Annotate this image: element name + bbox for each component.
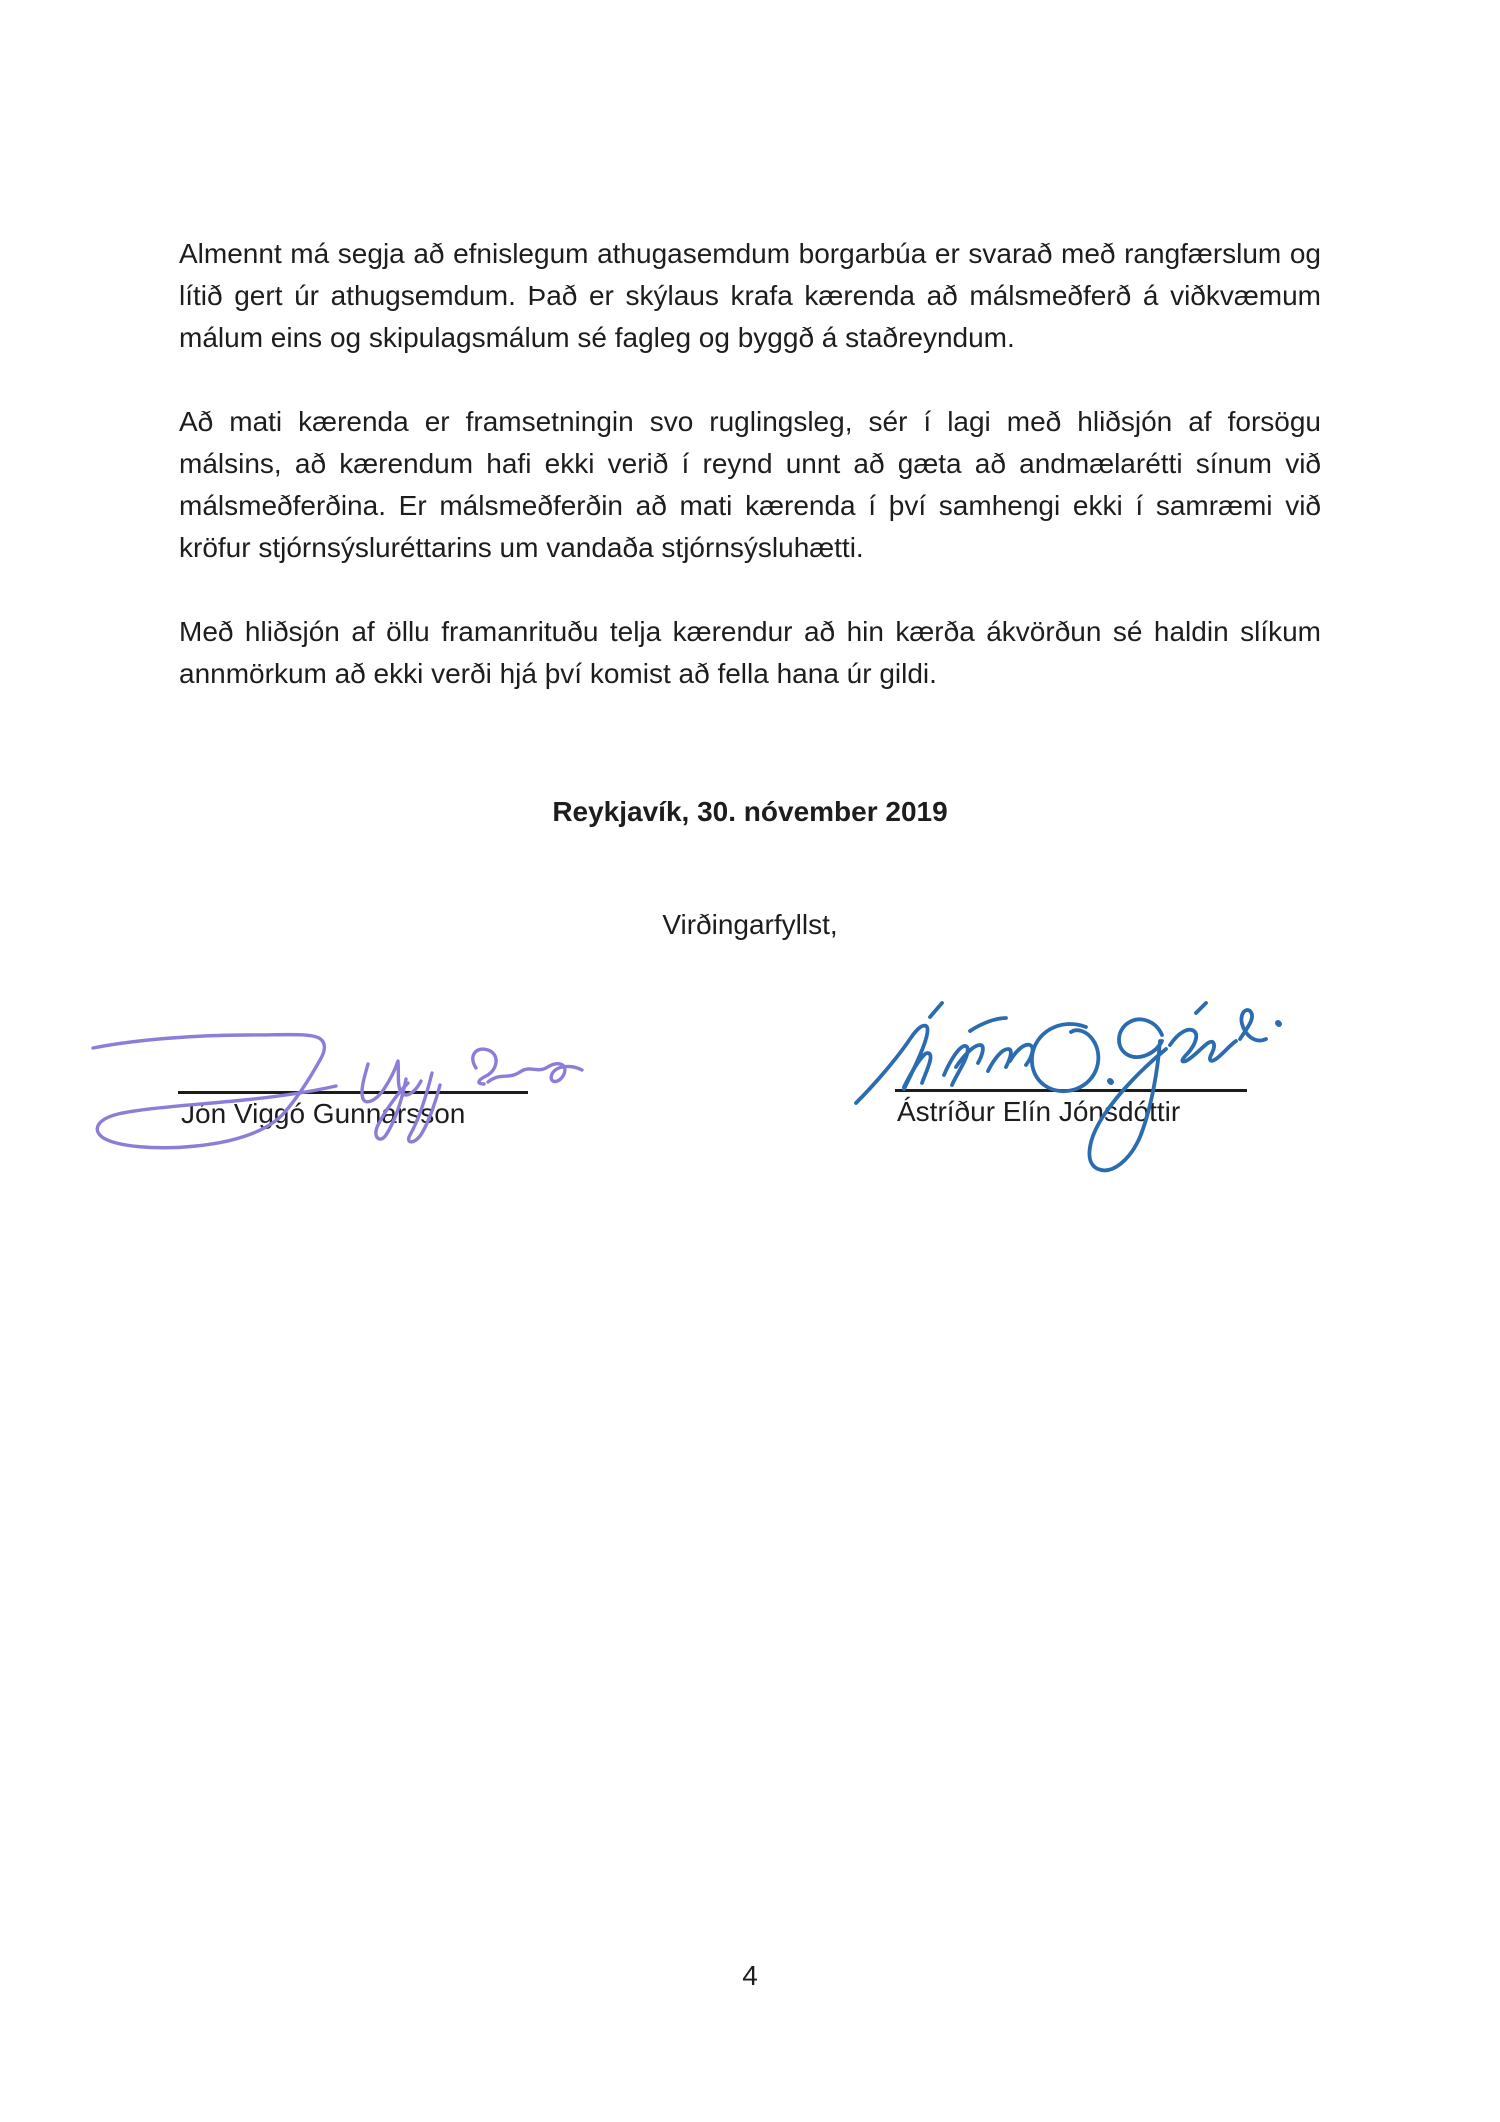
signature-ink-jon-viggo-gunnarsson (85, 1022, 595, 1162)
document-body (179, 233, 1321, 737)
page-number: 4 (742, 1960, 758, 1991)
body-paragraph-2: Að mati kærenda er framsetningin svo ruglingsleg, sér í lagi með hliðsjón af forsögu málsins, að kærendum hafi ekki verið í reynd unnt að gæta að andmælarétti sínum við málsmeðferðina. Er málsmeðferðin að mati kærenda í því samhengi ekki í samræmi við kröfur stjórnsýsluréttarins um vandaða stjórnsýsluhætti. (179, 406, 1321, 563)
body-paragraph-3: Með hliðsjón af öllu framanrituðu telja kærendur að hin kærða ákvörðun sé haldin slíkum annmörkum að ekki verði hjá því komist að fella hana úr gildi. (179, 616, 1321, 689)
body-paragraph-1: Almennt má segja að efnislegum athugasemdum borgarbúa er svarað með rangfærslum og lítið gert úr athugsemdum. Það er skýlaus krafa kærenda að málsmeðferð á viðkvæmum málum eins og skipulagsmálum sé fagleg og byggð á staðreyndum. (179, 238, 1321, 353)
closing-salutation: Virðingarfyllst, (662, 909, 838, 940)
signature-ink-astridur-elin-jonsdottir (850, 995, 1310, 1195)
dateline: Reykjavík, 30. nóvember 2019 (552, 796, 948, 827)
signatory-name-right: Ástríður Elín Jónsdóttir (897, 1096, 1181, 1127)
signatory-name-left: Jón Viggó Gunnarsson (181, 1098, 466, 1129)
